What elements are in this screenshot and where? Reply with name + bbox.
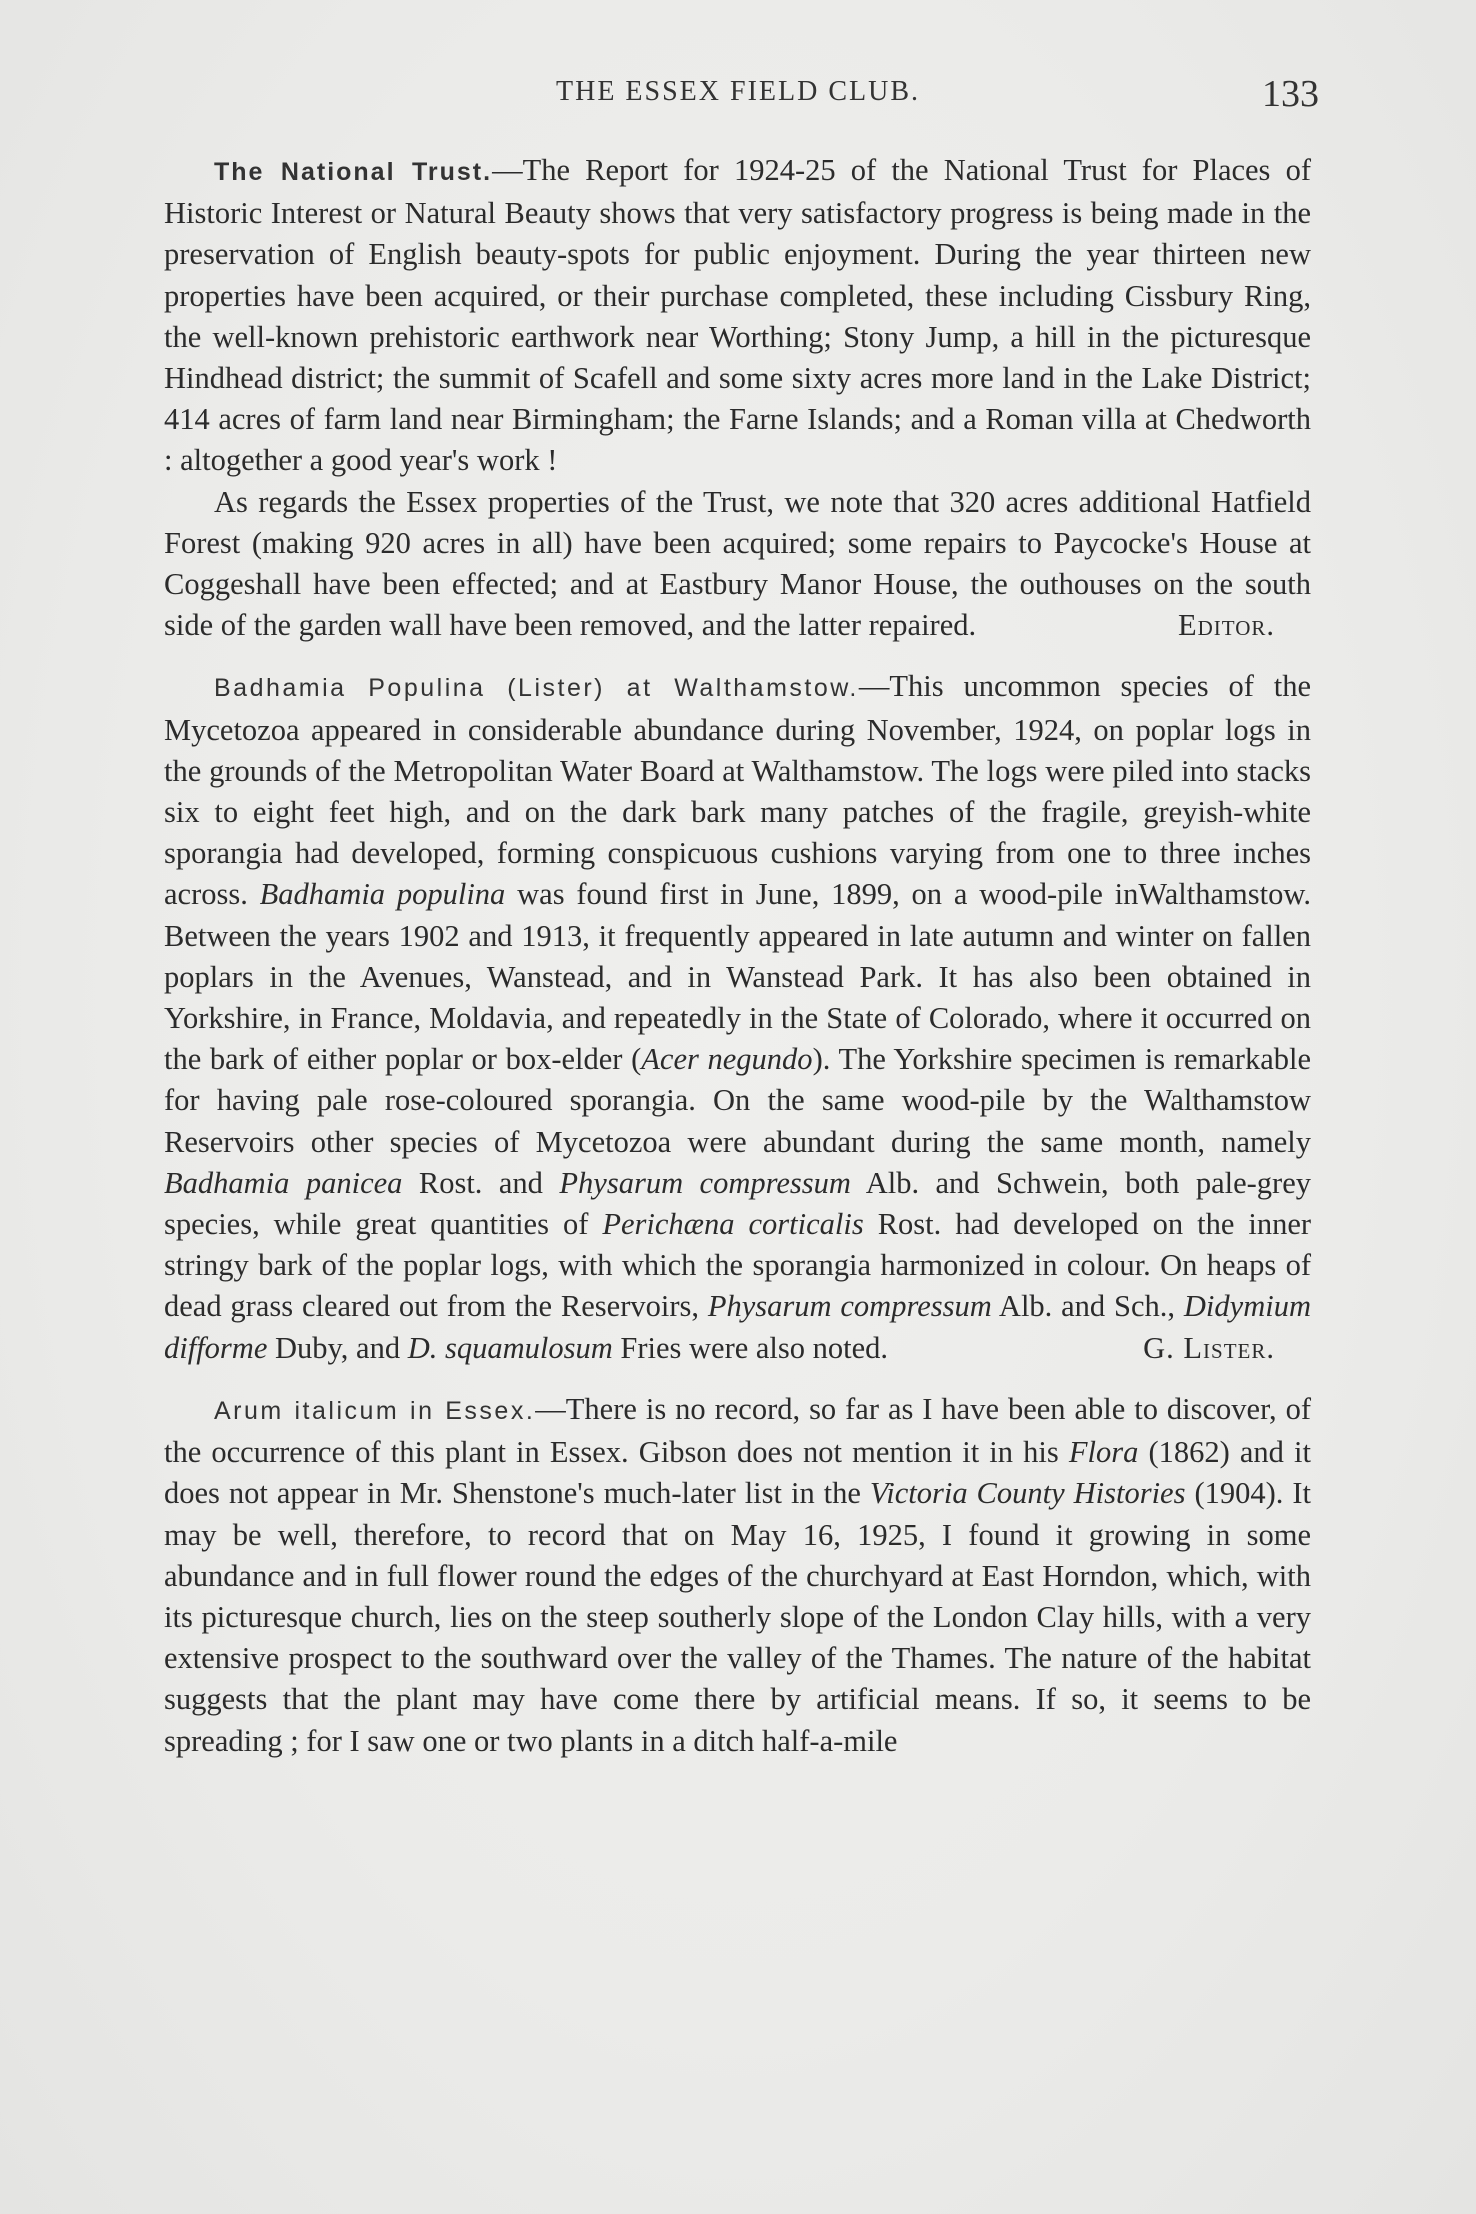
- article-heading: Badhamia Populina (Lister) at Walthamstow.: [214, 674, 859, 703]
- article-text: Alb. and Schwein, both pale-grey species, while great quantities of: [164, 1165, 1311, 1242]
- book-title: Victoria County Histories: [869, 1476, 1186, 1511]
- article-text: —This uncommon species of the Mycetozoa appeared in considerable abundance during November, 1924, on poplar logs in the grounds of the Metropolitan Water Board at Walthamstow. The logs were piled into stacks six to eight feet high, and on the dark bark many patches of the fragile, greyish-white sporangia had developed, forming conspicuous cushions varying from one to three inches across.: [164, 669, 1312, 912]
- article-national-trust-p1: [164, 150, 1311, 482]
- article-text: Duby, and: [274, 1330, 401, 1365]
- article-text: —There is no record, so far as I have been able to discover, of the occurrence of this plant in Essex. Gibson does not mention it in his: [164, 1391, 1311, 1470]
- species-name: Badhamia panicea: [164, 1165, 403, 1200]
- species-name: Physarum compressum: [559, 1165, 851, 1200]
- article-text: Alb. and Sch.,: [998, 1289, 1176, 1324]
- article-text: Fries were also noted.: [620, 1330, 889, 1365]
- species-name: Didymium difforme: [164, 1289, 1311, 1365]
- article-text: —The Report for 1924-25 of the National Trust for Places of Historic Interest or Natural Beauty shows that very satisfactory progress is being made in the preservation of English beauty-spots for public enjoyment. During the year thirteen new properties have been acquired, or their purchase completed, these including Cissbury Ring, the well-known prehistoric earthwork near Worthing; Stony Jump, a hill in the picturesque Hindhead district; the summit of Scafell and some sixty acres more land in the Lake District; 414 acres of farm land near Birmingham; the Farne Islands; and a Roman villa at Chedworth : altogether a good year's work !: [164, 153, 1311, 478]
- article-signature: G. Lister.: [1143, 1330, 1275, 1365]
- body-text: [164, 150, 1311, 1762]
- page-number: 133: [1262, 73, 1319, 115]
- species-name: Physarum compressum: [707, 1289, 992, 1324]
- running-header: THE ESSEX FIELD CLUB.: [556, 76, 920, 107]
- article-text: was found first in June, 1899, on a wood-pile inWalthamstow. Between the years 1902 and 1913, it frequently appeared in late autumn and winter on fallen poplars in the Avenues, Wanstead, and in Wanstead Park. It has also been obtained in Yorkshire, in France, Moldavia, and repeatedly in the State of Colorado, where it occurred on the bark of either poplar or box-elder (: [164, 877, 1312, 1077]
- article-heading: The National Trust.: [214, 158, 493, 186]
- article-heading: Arum italicum in Essex.: [214, 1396, 536, 1425]
- species-name: Badhamia populina: [259, 877, 506, 912]
- book-title: Flora: [1068, 1435, 1139, 1470]
- article-text: Rost. had developed on the inner stringy bark of the poplar logs, with which the sporangia harmonized in colour. On heaps of dead grass cleared out from the Reservoirs,: [164, 1207, 1312, 1324]
- species-name: Perichæna corticalis: [602, 1207, 864, 1242]
- species-name: Acer negundo: [641, 1042, 813, 1077]
- article-text: (1904). It may be well, therefore, to record that on May 16, 1925, I found it growing in some abundance and in full flower round the edges of the churchyard at East Horndon, which, with its picturesque church, lies on the steep southerly slope of the London Clay hills, with a very extensive prospect to the southward over the valley of the Thames. The nature of the habitat suggests that the plant may have come there by artificial means. If so, it seems to be spreading ; for I saw one or two plants in a ditch half-a-mile: [164, 1476, 1311, 1758]
- article-national-trust-p2: [164, 482, 1311, 647]
- article-text: As regards the Essex properties of the Trust, we note that 320 acres additional Hatfield Forest (making 920 acres in all) have been acquired; some repairs to Paycocke's House at Coggeshall have been effected; and at Eastbury Manor House, the outhouses on the south side of the garden wall have been removed, and the latter repaired.: [164, 484, 1311, 643]
- article-text: ). The Yorkshire specimen is remarkable for having pale rose-coloured sporangia. On the same wood-pile by the Walthamstow Reservoirs other species of Mycetozoa were abundant during the same month, namely: [164, 1042, 1311, 1159]
- article-signature: Editor.: [1177, 608, 1275, 643]
- article-text: (1862) and it does not appear in Mr. Shenstone's much-later list in the: [164, 1435, 1312, 1511]
- species-name: D. squamulosum: [407, 1330, 613, 1365]
- article-arum-italicum: [164, 1389, 1311, 1762]
- article-text: Rost. and: [418, 1165, 543, 1200]
- article-badhamia: [164, 666, 1311, 1368]
